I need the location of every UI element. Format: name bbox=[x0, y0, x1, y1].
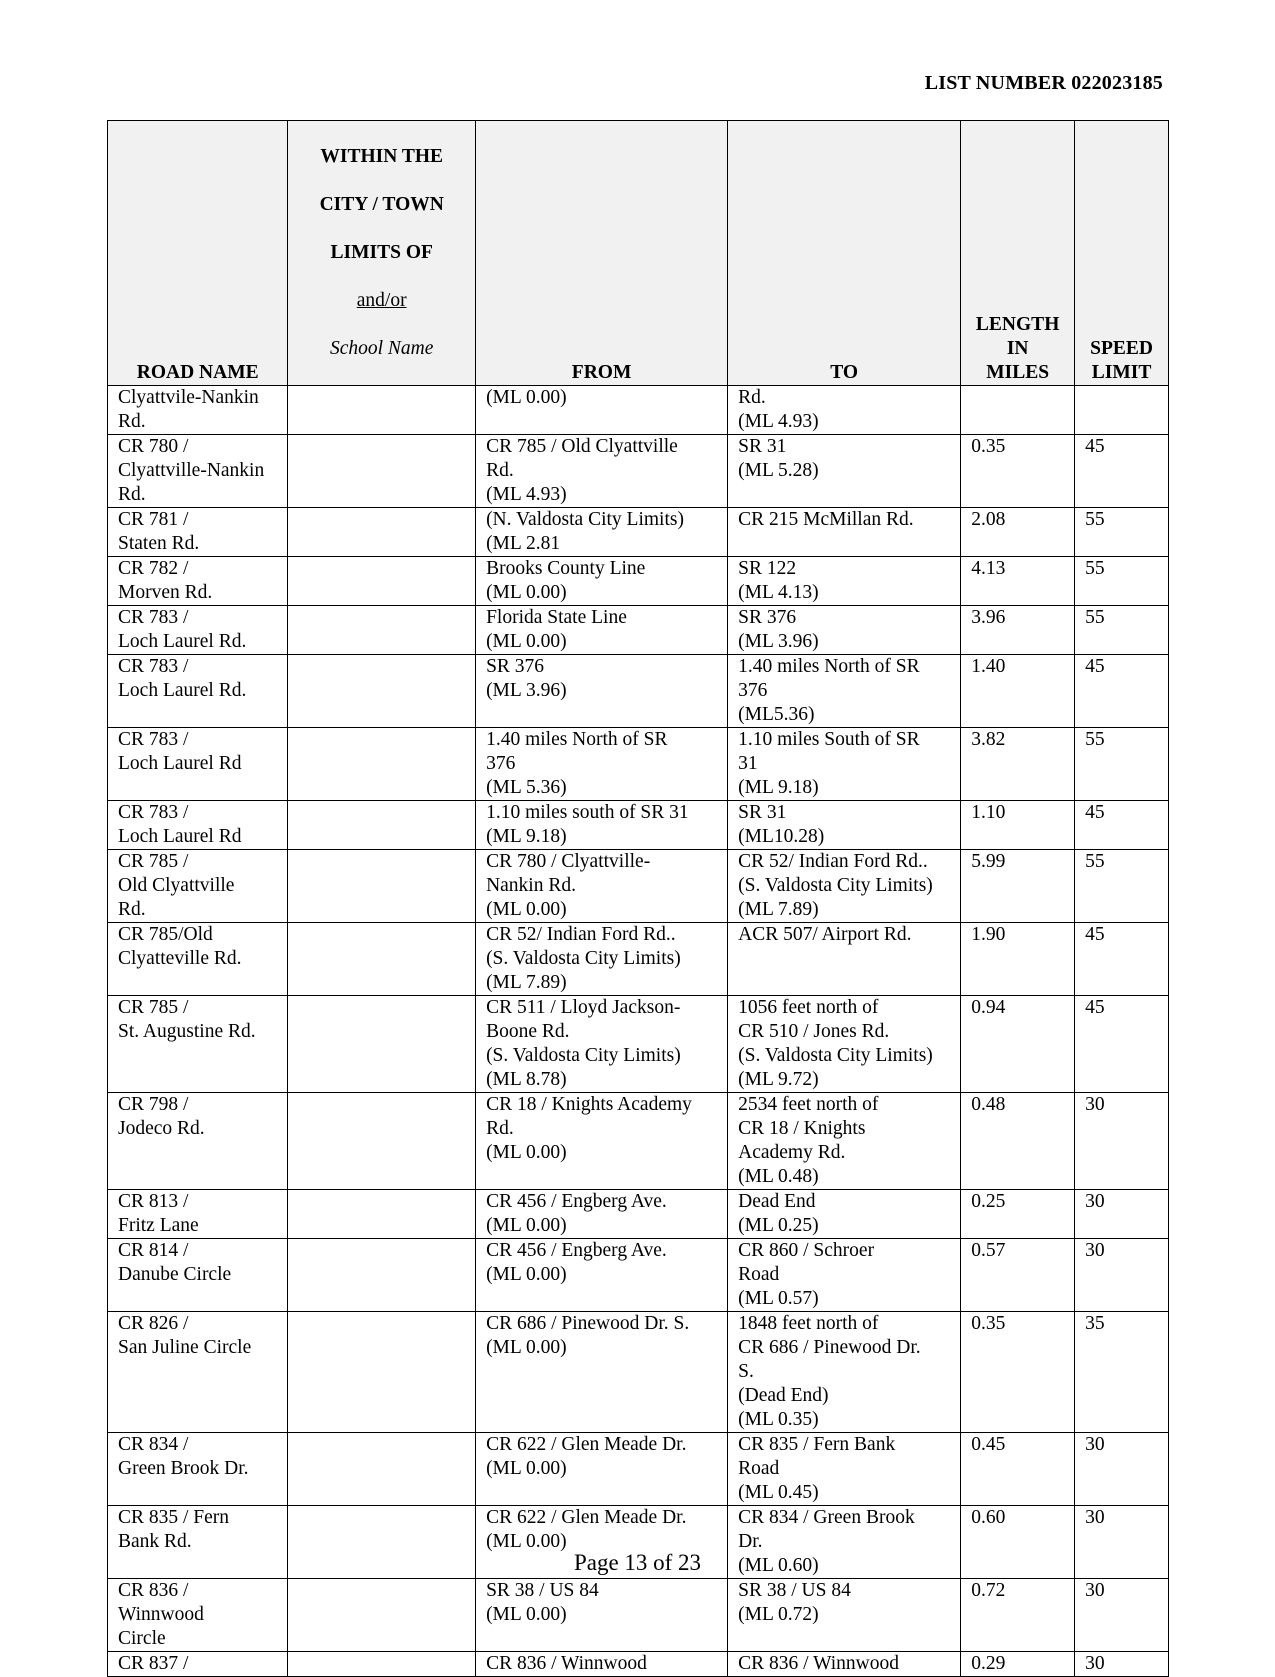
cell-road-name: CR 813 / Fritz Lane bbox=[108, 1190, 288, 1239]
cell-speed: 55 bbox=[1075, 606, 1169, 655]
cell-speed: 30 bbox=[1075, 1239, 1169, 1312]
cell-to: 1056 feet north of CR 510 / Jones Rd. (S. Valdosta City Limits) (ML 9.72) bbox=[728, 996, 961, 1093]
cell-length: 0.60 bbox=[961, 1506, 1075, 1579]
cell-to: SR 31 (ML 5.28) bbox=[728, 435, 961, 508]
cell-road-name: CR 783 / Loch Laurel Rd. bbox=[108, 655, 288, 728]
cell-speed: 30 bbox=[1075, 1652, 1169, 1677]
table-row bbox=[108, 386, 1169, 435]
cell-within bbox=[288, 923, 476, 996]
cell-within bbox=[288, 996, 476, 1093]
table-row bbox=[108, 435, 1169, 508]
cell-speed: 55 bbox=[1075, 728, 1169, 801]
cell-from: CR 785 / Old Clyattville Rd. (ML 4.93) bbox=[476, 435, 728, 508]
cell-road-name: CR 837 / bbox=[108, 1652, 288, 1677]
cell-to: SR 38 / US 84 (ML 0.72) bbox=[728, 1579, 961, 1652]
cell-from: Florida State Line (ML 0.00) bbox=[476, 606, 728, 655]
cell-speed: 45 bbox=[1075, 435, 1169, 508]
cell-to: SR 376 (ML 3.96) bbox=[728, 606, 961, 655]
cell-from: CR 52/ Indian Ford Rd.. (S. Valdosta City Limits) (ML 7.89) bbox=[476, 923, 728, 996]
cell-to: ACR 507/ Airport Rd. bbox=[728, 923, 961, 996]
cell-speed: 55 bbox=[1075, 557, 1169, 606]
cell-to: SR 122 (ML 4.13) bbox=[728, 557, 961, 606]
cell-speed: 30 bbox=[1075, 1190, 1169, 1239]
cell-from: CR 686 / Pinewood Dr. S. (ML 0.00) bbox=[476, 1312, 728, 1433]
cell-road-name: CR 785 / Old Clyattville Rd. bbox=[108, 850, 288, 923]
cell-from: SR 38 / US 84 (ML 0.00) bbox=[476, 1579, 728, 1652]
cell-within bbox=[288, 557, 476, 606]
cell-from: CR 836 / Winnwood bbox=[476, 1652, 728, 1677]
table-row bbox=[108, 923, 1169, 996]
road-table bbox=[107, 120, 1169, 1677]
cell-within bbox=[288, 606, 476, 655]
cell-road-name: CR 781 / Staten Rd. bbox=[108, 508, 288, 557]
cell-from: SR 376 (ML 3.96) bbox=[476, 655, 728, 728]
cell-within bbox=[288, 1190, 476, 1239]
cell-length: 1.10 bbox=[961, 801, 1075, 850]
cell-from: 1.40 miles North of SR 376 (ML 5.36) bbox=[476, 728, 728, 801]
cell-to: Rd. (ML 4.93) bbox=[728, 386, 961, 435]
cell-road-name: CR 814 / Danube Circle bbox=[108, 1239, 288, 1312]
cell-speed: 45 bbox=[1075, 923, 1169, 996]
table-row bbox=[108, 655, 1169, 728]
cell-from: (N. Valdosta City Limits) (ML 2.81 bbox=[476, 508, 728, 557]
cell-length: 0.72 bbox=[961, 1579, 1075, 1652]
cell-within bbox=[288, 1652, 476, 1677]
cell-road-name: CR 798 / Jodeco Rd. bbox=[108, 1093, 288, 1190]
cell-to: 2534 feet north of CR 18 / Knights Academy Rd. (ML 0.48) bbox=[728, 1093, 961, 1190]
table-row bbox=[108, 1312, 1169, 1433]
cell-from: CR 622 / Glen Meade Dr. (ML 0.00) bbox=[476, 1433, 728, 1506]
cell-length: 4.13 bbox=[961, 557, 1075, 606]
cell-within bbox=[288, 1579, 476, 1652]
cell-to: CR 836 / Winnwood bbox=[728, 1652, 961, 1677]
cell-length: 0.94 bbox=[961, 996, 1075, 1093]
cell-to: CR 860 / Schroer Road (ML 0.57) bbox=[728, 1239, 961, 1312]
cell-road-name: CR 780 / Clyattville-Nankin Rd. bbox=[108, 435, 288, 508]
cell-within bbox=[288, 1312, 476, 1433]
cell-length: 0.48 bbox=[961, 1093, 1075, 1190]
cell-length: 0.35 bbox=[961, 435, 1075, 508]
table-row bbox=[108, 1433, 1169, 1506]
page-number: Page 13 of 23 bbox=[573, 1550, 702, 1575]
cell-from: CR 456 / Engberg Ave. (ML 0.00) bbox=[476, 1190, 728, 1239]
cell-from: CR 622 / Glen Meade Dr. (ML 0.00) bbox=[476, 1506, 728, 1579]
header-within-limits: WITHIN THE CITY / TOWN LIMITS OF and/or School Name bbox=[288, 121, 476, 386]
header-speed: SPEED LIMIT bbox=[1075, 121, 1169, 386]
cell-length: 1.40 bbox=[961, 655, 1075, 728]
cell-from: CR 18 / Knights Academy Rd. (ML 0.00) bbox=[476, 1093, 728, 1190]
cell-from: CR 511 / Lloyd Jackson- Boone Rd. (S. Valdosta City Limits) (ML 8.78) bbox=[476, 996, 728, 1093]
cell-road-name: CR 783 / Loch Laurel Rd. bbox=[108, 606, 288, 655]
table-header-row bbox=[108, 121, 1169, 386]
cell-from: CR 456 / Engberg Ave. (ML 0.00) bbox=[476, 1239, 728, 1312]
cell-length: 1.90 bbox=[961, 923, 1075, 996]
table-row bbox=[108, 850, 1169, 923]
table-row bbox=[108, 606, 1169, 655]
cell-road-name: CR 835 / Fern Bank Rd. bbox=[108, 1506, 288, 1579]
cell-length: 0.35 bbox=[961, 1312, 1075, 1433]
cell-within bbox=[288, 728, 476, 801]
cell-length: 0.29 bbox=[961, 1652, 1075, 1677]
header-road-name: ROAD NAME bbox=[108, 121, 288, 386]
cell-length: 3.96 bbox=[961, 606, 1075, 655]
cell-length: 0.25 bbox=[961, 1190, 1075, 1239]
cell-within bbox=[288, 850, 476, 923]
cell-within bbox=[288, 1239, 476, 1312]
cell-length: 3.82 bbox=[961, 728, 1075, 801]
cell-to: CR 834 / Green Brook Dr. (ML 0.60) bbox=[728, 1506, 961, 1579]
cell-speed: 55 bbox=[1075, 850, 1169, 923]
cell-road-name: CR 836 / Winnwood Circle bbox=[108, 1579, 288, 1652]
cell-to: SR 31 (ML10.28) bbox=[728, 801, 961, 850]
table-row bbox=[108, 508, 1169, 557]
cell-to: CR 215 McMillan Rd. bbox=[728, 508, 961, 557]
table-row bbox=[108, 996, 1169, 1093]
cell-to: CR 52/ Indian Ford Rd.. (S. Valdosta City Limits) (ML 7.89) bbox=[728, 850, 961, 923]
table-row bbox=[108, 801, 1169, 850]
cell-speed: 30 bbox=[1075, 1579, 1169, 1652]
cell-speed: 45 bbox=[1075, 801, 1169, 850]
cell-road-name: CR 783 / Loch Laurel Rd bbox=[108, 728, 288, 801]
cell-to: Dead End (ML 0.25) bbox=[728, 1190, 961, 1239]
cell-speed: 45 bbox=[1075, 996, 1169, 1093]
cell-length: 5.99 bbox=[961, 850, 1075, 923]
cell-speed: 55 bbox=[1075, 508, 1169, 557]
cell-within bbox=[288, 1093, 476, 1190]
cell-to: 1.10 miles South of SR 31 (ML 9.18) bbox=[728, 728, 961, 801]
cell-road-name: CR 834 / Green Brook Dr. bbox=[108, 1433, 288, 1506]
table-row bbox=[108, 1579, 1169, 1652]
cell-to: 1848 feet north of CR 686 / Pinewood Dr. S. (Dead End) (ML 0.35) bbox=[728, 1312, 961, 1433]
cell-road-name: CR 785 / St. Augustine Rd. bbox=[108, 996, 288, 1093]
cell-speed: 30 bbox=[1075, 1093, 1169, 1190]
cell-speed bbox=[1075, 386, 1169, 435]
cell-from: Brooks County Line (ML 0.00) bbox=[476, 557, 728, 606]
table-row bbox=[108, 557, 1169, 606]
cell-length bbox=[961, 386, 1075, 435]
cell-within bbox=[288, 386, 476, 435]
table-row bbox=[108, 728, 1169, 801]
cell-road-name: CR 785/Old Clyatteville Rd. bbox=[108, 923, 288, 996]
cell-within bbox=[288, 1433, 476, 1506]
cell-length: 2.08 bbox=[961, 508, 1075, 557]
header-to: TO bbox=[728, 121, 961, 386]
table-row bbox=[108, 1239, 1169, 1312]
cell-speed: 30 bbox=[1075, 1433, 1169, 1506]
cell-from: (ML 0.00) bbox=[476, 386, 728, 435]
table-row bbox=[108, 1093, 1169, 1190]
header-from: FROM bbox=[476, 121, 728, 386]
cell-to: CR 835 / Fern Bank Road (ML 0.45) bbox=[728, 1433, 961, 1506]
cell-speed: 30 bbox=[1075, 1506, 1169, 1579]
header-length: LENGTH IN MILES bbox=[961, 121, 1075, 386]
cell-within bbox=[288, 435, 476, 508]
cell-road-name: CR 783 / Loch Laurel Rd bbox=[108, 801, 288, 850]
cell-length: 0.57 bbox=[961, 1239, 1075, 1312]
cell-within bbox=[288, 801, 476, 850]
cell-length: 0.45 bbox=[961, 1433, 1075, 1506]
cell-speed: 35 bbox=[1075, 1312, 1169, 1433]
cell-from: CR 780 / Clyattville- Nankin Rd. (ML 0.00) bbox=[476, 850, 728, 923]
cell-road-name: CR 826 / San Juline Circle bbox=[108, 1312, 288, 1433]
cell-road-name: Clyattvile-Nankin Rd. bbox=[108, 386, 288, 435]
table-row bbox=[108, 1652, 1169, 1677]
table-row bbox=[108, 1190, 1169, 1239]
cell-speed: 45 bbox=[1075, 655, 1169, 728]
cell-road-name: CR 782 / Morven Rd. bbox=[108, 557, 288, 606]
list-number: LIST NUMBER 022023185 bbox=[924, 72, 1163, 94]
cell-within bbox=[288, 508, 476, 557]
cell-within bbox=[288, 655, 476, 728]
cell-from: 1.10 miles south of SR 31 (ML 9.18) bbox=[476, 801, 728, 850]
cell-to: 1.40 miles North of SR 376 (ML5.36) bbox=[728, 655, 961, 728]
